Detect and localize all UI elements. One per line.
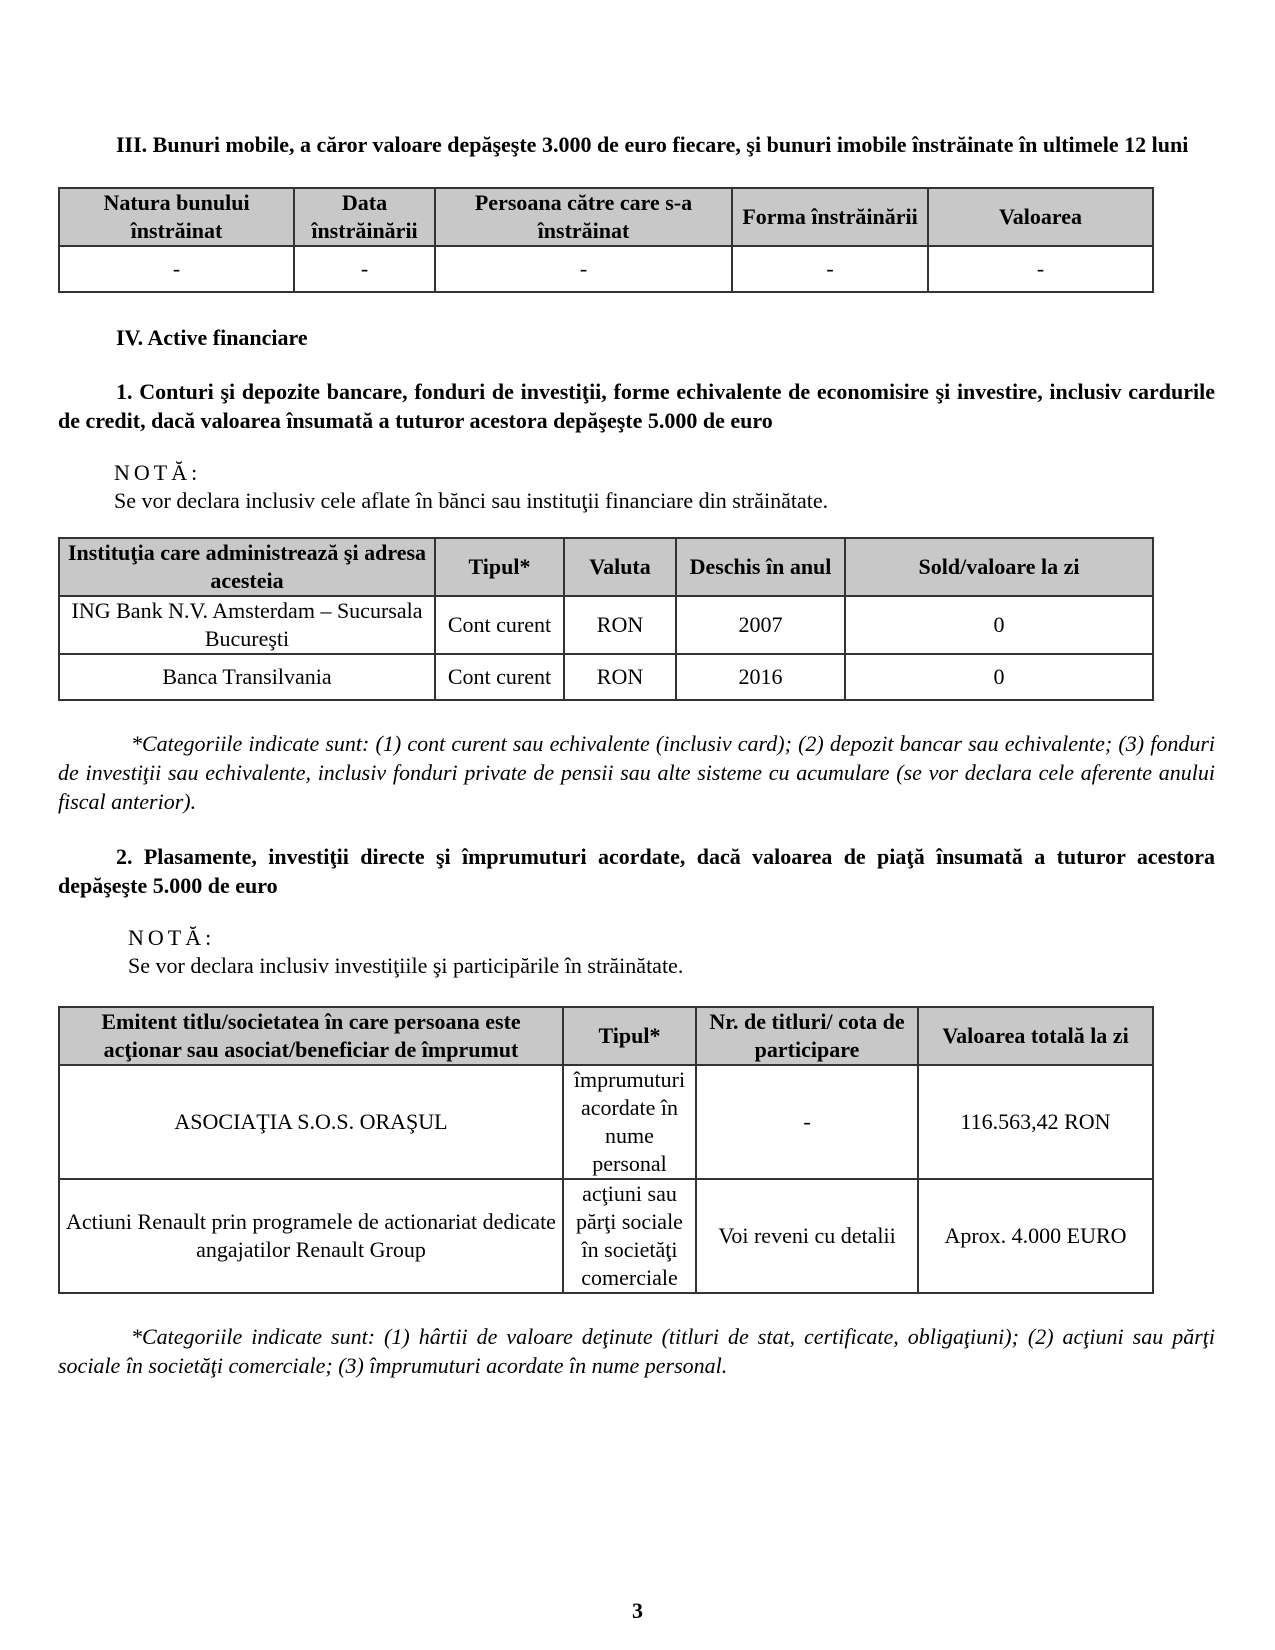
footnote-2: *Categoriile indicate sunt: (1) hârtii de valoare deţinute (titluri de stat, certificate, obligaţiuni); (2) acţiuni sau părţi sociale în societăţi comerciale; (3) împrumuturi acordate în nume personal.	[58, 1324, 1215, 1378]
table-row	[59, 596, 1153, 654]
nota-text: Se vor declara inclusiv investiţiile şi participările în străinătate.	[128, 953, 684, 978]
table-cell: 116.563,42 RON	[918, 1065, 1153, 1179]
header-nr-titluri: Nr. de titluri/ cota de participare	[696, 1007, 918, 1065]
table-cell: împrumuturi acordate în nume personal	[563, 1065, 696, 1179]
nota-label: NOTĂ:	[114, 460, 202, 485]
table-cell: -	[696, 1065, 918, 1179]
header-tipul: Tipul*	[435, 538, 564, 596]
header-emitent: Emitent titlu/societatea în care persoana este acţionar sau asociat/beneficiar de împrumut	[59, 1007, 563, 1065]
table-row	[59, 654, 1153, 700]
table-cell: -	[732, 246, 928, 292]
subsection-1-heading: 1. Conturi şi depozite bancare, fonduri de investiţii, forme echivalente de economisire şi investire, inclusiv cardurile de credit, dacă valoarea însumată a tuturor acestora depăşeşte 5.000 de euro	[58, 379, 1215, 433]
section-3-heading: III. Bunuri mobile, a căror valoare depăşeşte 3.000 de euro fiecare, şi bunuri imobile înstrăinate în ultimele 12 luni	[116, 132, 1189, 157]
header-valuta: Valuta	[564, 538, 676, 596]
bank-accounts-table	[58, 537, 1154, 701]
table-cell: 0	[845, 654, 1153, 700]
header-valoarea-totala: Valoarea totală la zi	[918, 1007, 1153, 1065]
table-row	[59, 1065, 1153, 1179]
table-cell: ING Bank N.V. Amsterdam – Sucursala Bucureşti	[59, 596, 435, 654]
page-number: 3	[632, 1598, 643, 1623]
subsection-2-heading: 2. Plasamente, investiţii directe şi împrumuturi acordate, dacă valoarea de piaţă însumată a tuturor acestora depăşeşte 5.000 de euro	[58, 844, 1215, 898]
header-sold: Sold/valoare la zi	[845, 538, 1153, 596]
table-cell: -	[59, 246, 294, 292]
investments-table	[58, 1006, 1154, 1294]
table-header-row	[59, 538, 1153, 596]
header-persoana: Persoana către care s-a înstrăinat	[435, 188, 732, 246]
header-deschis: Deschis în anul	[676, 538, 845, 596]
section-4-heading: IV. Active financiare	[116, 325, 308, 350]
table-header-row	[59, 1007, 1153, 1065]
table-row	[59, 246, 1153, 292]
header-tipul: Tipul*	[563, 1007, 696, 1065]
table-cell: -	[435, 246, 732, 292]
nota-label: NOTĂ:	[128, 925, 216, 950]
table-cell: Actiuni Renault prin programele de actionariat dedicate angajatilor Renault Group	[59, 1179, 563, 1293]
table-cell: acţiuni sau părţi sociale în societăţi comerciale	[563, 1179, 696, 1293]
table-header-row	[59, 188, 1153, 246]
table-cell: 0	[845, 596, 1153, 654]
nota-text: Se vor declara inclusiv cele aflate în bănci sau instituţii financiare din străinătate.	[114, 488, 829, 513]
table-cell: 2016	[676, 654, 845, 700]
header-forma: Forma înstrăinării	[732, 188, 928, 246]
table-cell: Cont curent	[435, 654, 564, 700]
table-cell: Aprox. 4.000 EURO	[918, 1179, 1153, 1293]
header-data: Data înstrăinării	[294, 188, 435, 246]
table-cell: Cont curent	[435, 596, 564, 654]
alienated-goods-table	[58, 187, 1154, 293]
table-cell: 2007	[676, 596, 845, 654]
table-cell: -	[294, 246, 435, 292]
footnote-1: *Categoriile indicate sunt: (1) cont curent sau echivalente (inclusiv card); (2) depozit bancar sau echivalente; (3) fonduri de investiţii sau echivalente, inclusiv fonduri private de pensii sau alte sisteme cu acumulare (se vor declara cele aferente anului fiscal anterior).	[58, 731, 1215, 814]
table-cell: Banca Transilvania	[59, 654, 435, 700]
table-cell: -	[928, 246, 1153, 292]
table-row	[59, 1179, 1153, 1293]
table-cell: RON	[564, 654, 676, 700]
header-institutia: Instituţia care administrează şi adresa acesteia	[59, 538, 435, 596]
table-cell: ASOCIAŢIA S.O.S. ORAŞUL	[59, 1065, 563, 1179]
nota-2	[58, 924, 1215, 980]
document-page	[58, 130, 1215, 1380]
header-natura: Natura bunului înstrăinat	[59, 188, 294, 246]
table-cell: Voi reveni cu detalii	[696, 1179, 918, 1293]
header-valoarea: Valoarea	[928, 188, 1153, 246]
table-cell: RON	[564, 596, 676, 654]
nota-1	[58, 459, 1215, 515]
